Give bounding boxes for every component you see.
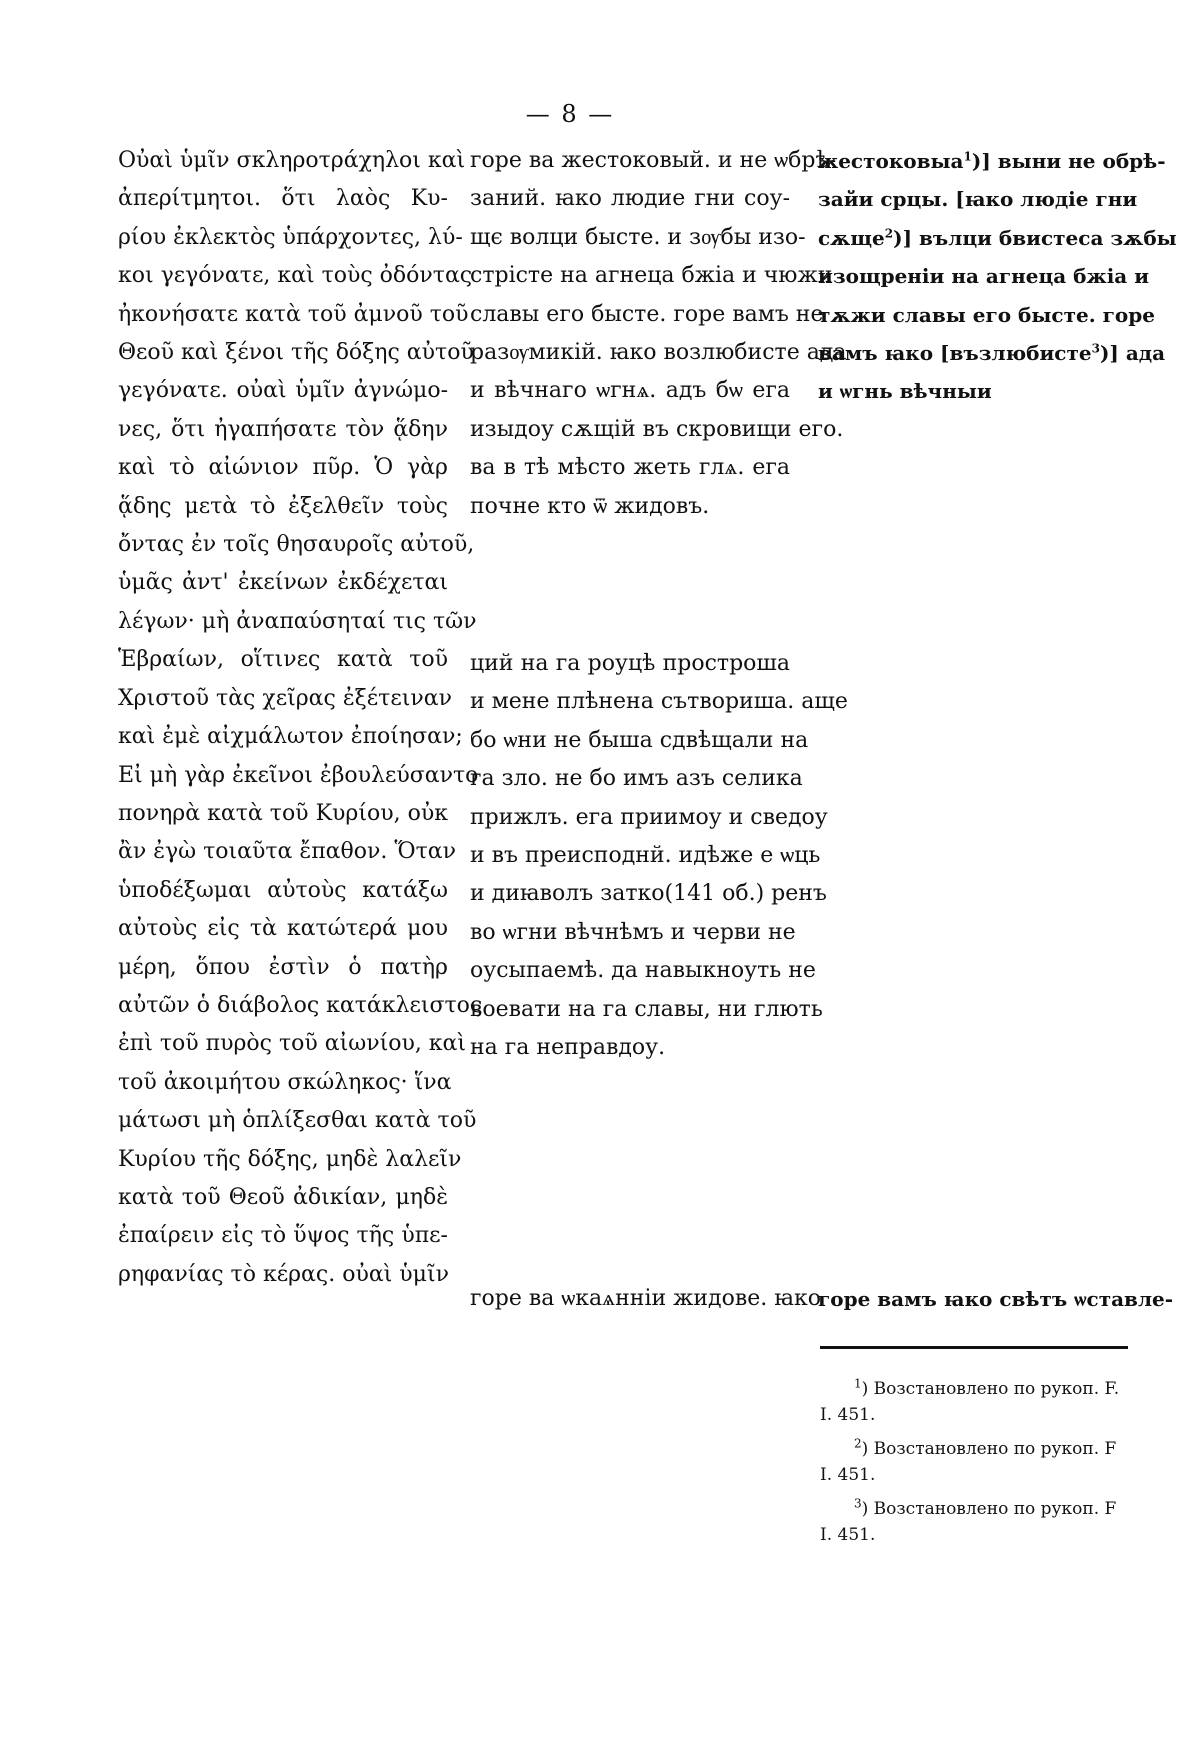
greek-line: ἐπαίρειν εἰς τὸ ὕψος τῆς ὑπε- <box>118 1223 448 1249</box>
slavonic-line: и диꙗволъ затко(141 об.) ренъ <box>470 881 827 907</box>
footnote: $^3$) Возстановлено по рукоп. F I. 451. <box>820 1496 1117 1545</box>
right-line: изощреніи на агнеца бжіа и <box>818 264 1150 289</box>
greek-line: ᾅδης μετὰ τὸ ἐξελθεῖν τοὺς <box>118 493 448 519</box>
greek-line: αὐτῶν ὁ διάβολος κατάκλειστος <box>118 992 483 1018</box>
greek-line: ὑποδέξωμαι αὐτοὺς κατάξω <box>118 877 448 903</box>
slavonic-line: и въ преисподнй. идѣже е ѡць <box>470 843 821 869</box>
greek-line: Θεοῦ καὶ ξένοι τῆς δόξης αὐτοῦ <box>118 340 474 366</box>
footnote-rule <box>820 1346 1128 1349</box>
footnote-ref: 3 <box>1091 341 1100 356</box>
slavonic-text-block-2 <box>470 645 848 1067</box>
greek-line: τοῦ ἀκοιμήτου σκώληκος· ἵνα <box>118 1069 452 1095</box>
slavonic-line: воевати на га славы, ни глють <box>470 996 823 1022</box>
greek-line: γεγόνατε. οὐαὶ ὑμῖν ἀγνώμο- <box>118 378 448 404</box>
slavonic-line: прижлъ. ега приимоу и сведоу <box>470 804 828 830</box>
greek-line: ὄντας ἐν τοῖς θησαυροῖς αὐτοῦ, <box>118 532 475 558</box>
slavonic-line: на га неправдоу. <box>470 1035 666 1061</box>
slavonic-line: горе ва жестоковый. и не ѡбрѣ- <box>470 148 837 173</box>
right-line: вамъ ꙗко [възлюбисте$^3$)] ада <box>818 341 1166 366</box>
footnote: $^1$) Возстановлено по рукоп. F. I. 451. <box>820 1376 1120 1425</box>
greek-line: κατὰ τοῦ Θεοῦ ἀδικίαν, μηδὲ <box>118 1184 448 1210</box>
right-line: и ѡгнь вѣчныи <box>818 379 992 404</box>
right-line: тѫжи славы его бысте. горе <box>818 302 1155 327</box>
greek-line: καὶ τὸ αἰώνιον πῦρ. Ὁ γὰρ <box>118 455 448 481</box>
greek-line: πονηρὰ κατὰ τοῦ Κυρίου, οὐκ <box>118 800 448 826</box>
greek-line: Κυρίου τῆς δόξης, μηδὲ λαλεῖν <box>118 1146 462 1172</box>
greek-line: μάτωσι μὴ ὁπλίξεσθαι κατὰ τοῦ <box>118 1108 477 1134</box>
greek-line: μέρη, ὅπου ἐστὶν ὁ πατὴρ <box>118 954 448 980</box>
right-text-block-2 <box>818 1280 1174 1318</box>
slavonic-text-block-3 <box>470 1280 822 1318</box>
slavonic-line: ва в тѣ мѣсто жеть глѧ. ега <box>470 455 790 481</box>
right-line: горе вамъ ꙗко свѣтъ ѡставле- <box>818 1287 1174 1311</box>
greek-line: καὶ ἐμὲ αἰχμάλωτον ἐποίησαν; <box>118 724 463 750</box>
footnote: $^2$) Возстановлено по рукоп. F I. 451. <box>820 1436 1117 1485</box>
greek-line: Χριστοῦ τὰς χεῖρας ἐξέτειναν <box>118 685 452 711</box>
slavonic-line: стрісте на агнеца бжіа и чюжи <box>470 263 833 289</box>
slavonic-line: почне кто ѿ жидовъ. <box>470 493 710 519</box>
slavonic-line: оусыпаемѣ. да навыкноуть не <box>470 958 816 984</box>
footnote-ref: 2 <box>884 226 894 241</box>
greek-line: ἠκονήσατε κατὰ τοῦ ἀμνοῦ τοῦ <box>118 301 469 327</box>
slavonic-line: га зло. не бо имъ азъ селика <box>470 766 803 792</box>
slavonic-line: бо ѡни не быша сдвѣщали на <box>470 727 809 753</box>
greek-line: νες, ὅτι ἠγαπήσατε τὸν ᾅδην <box>118 416 448 442</box>
slavonic-line: заний. ꙗко людие гни соу- <box>470 186 790 212</box>
slavonic-line: ций на га роуцѣ простроша <box>470 651 790 676</box>
slavonic-line: щє волци бысте. и зѹбы изо- <box>470 224 806 250</box>
greek-line: ὑμᾶς ἀντ' ἐκείνων ἐκδέχεται <box>118 570 448 596</box>
greek-line: κοι γεγόνατε, καὶ τοὺς ὀδόντας <box>118 263 473 289</box>
greek-line: Εἰ μὴ γὰρ ἐκεῖνοι ἐβουλεύσαντο <box>118 762 479 788</box>
slavonic-line: и мене плѣнена сътвориша. аще <box>470 689 848 715</box>
page-number: — 8 — <box>525 100 615 128</box>
greek-line: ρίου ἐκλεκτὸς ὑπάρχοντες, λύ- <box>118 224 463 250</box>
slavonic-line: во ѡгни вѣчнѣмъ и черви не <box>470 919 796 945</box>
footnotes <box>820 1376 1128 1556</box>
greek-line: λέγων· μὴ ἀναπαύσηταί τις τῶν <box>118 608 477 634</box>
right-line: зайи срцы. [ꙗко людіе гни <box>818 187 1138 212</box>
greek-text-column <box>118 142 483 1294</box>
slavonic-text-block-1 <box>470 142 847 526</box>
greek-line: ἀπερίτμητοι. ὅτι λαὸς Κυ- <box>118 186 448 212</box>
right-line: жестоковыа$^1$)] выни не обрѣ- <box>818 149 1166 173</box>
greek-line: Οὐαὶ ὑμῖν σκληροτράχηλοι καὶ <box>118 148 466 173</box>
slavonic-line: разѹмикій. ꙗко возлюбисте ада <box>470 340 847 366</box>
right-text-block-1 <box>818 142 1177 411</box>
greek-line: ρηφανίας τὸ κέρας. οὐαὶ ὑμῖν <box>118 1261 449 1287</box>
greek-line: ἐπὶ τοῦ πυρὸς τοῦ αἰωνίου, καὶ <box>118 1031 467 1057</box>
slavonic-line: и вѣчнаго ѡгнѧ. адъ бѡ ега <box>470 378 790 404</box>
greek-line: ἂν ἐγὼ τοιαῦτα ἔπαθον. Ὅταν <box>118 839 456 865</box>
slavonic-line: горе ва ѡкаѧнніи жидове. ꙗко <box>470 1286 822 1311</box>
greek-line: αὐτοὺς εἰς τὰ κατώτερά μου <box>118 916 448 942</box>
slavonic-line: славы его бысте. горе вамъ не <box>470 301 824 327</box>
greek-line: Ἑβραίων, οἵτινες κατὰ τοῦ <box>118 647 448 673</box>
slavonic-line: изыдоу сѫщій въ скровищи его. <box>470 416 844 442</box>
footnote-ref: 1 <box>963 149 972 164</box>
right-line: сѫще$^2$)] вълци бвистеса зѫбы <box>818 225 1177 250</box>
